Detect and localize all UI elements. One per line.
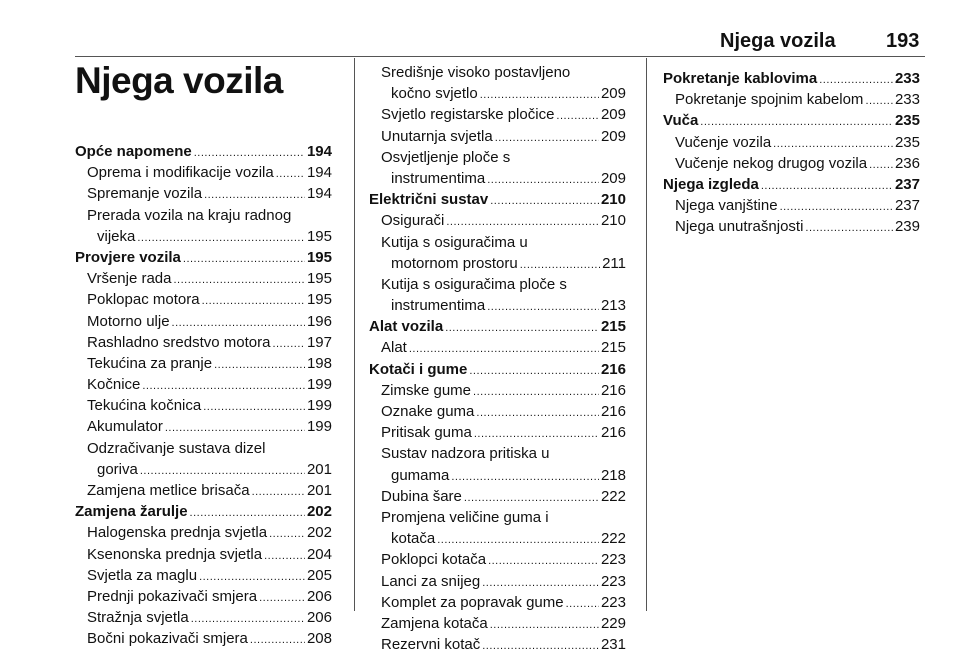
- toc-entry[interactable]: Ksenonska prednja svjetla ..... 204: [75, 544, 332, 565]
- toc-entry[interactable]: Rashladno sredstvo motora ..... 197: [75, 332, 332, 353]
- toc-section[interactable]: Provjere vozila ..... 195: [75, 247, 332, 268]
- toc-entry[interactable]: Kočnice ..... 199: [75, 374, 332, 395]
- toc-entry[interactable]: Lanci za snijeg ..... 223: [369, 571, 626, 592]
- toc-entry[interactable]: Svjetlo registarske pločice ..... 209: [369, 104, 626, 125]
- toc-entry-line[interactable]: Osvjetljenje ploče s: [381, 148, 511, 166]
- toc-entry[interactable]: Poklopac motora ..... 195: [75, 289, 332, 310]
- toc-entry[interactable]: Zimske gume ..... 216: [369, 380, 626, 401]
- toc-entry[interactable]: Dubina šare ..... 222: [369, 486, 626, 507]
- toc-entry[interactable]: Rezervni kotač ..... 231: [369, 634, 626, 655]
- toc-section[interactable]: Pokretanje kablovima ..... 233: [663, 68, 920, 89]
- toc-entry[interactable]: Svjetla za maglu ..... 205: [75, 565, 332, 586]
- column-divider: [646, 58, 647, 611]
- toc-entry[interactable]: Akumulator ..... 199: [75, 416, 332, 437]
- toc-entry[interactable]: goriva ..... 201: [75, 459, 332, 480]
- toc-entry-line[interactable]: Kutija s osiguračima u: [381, 233, 528, 251]
- toc-column-2: [369, 62, 626, 655]
- toc-entry[interactable]: Poklopci kotača ..... 223: [369, 549, 626, 570]
- toc-section[interactable]: Alat vozila ..... 215: [369, 316, 626, 337]
- toc-entry[interactable]: Pokretanje spojnim kabelom ..... 233: [663, 89, 920, 110]
- toc-entry[interactable]: Vršenje rada ..... 195: [75, 268, 332, 289]
- toc-section[interactable]: Električni sustav ..... 210: [369, 189, 626, 210]
- toc-section[interactable]: Zamjena žarulje ..... 202: [75, 501, 332, 522]
- toc-section[interactable]: Kotači i gume ..... 216: [369, 359, 626, 380]
- toc-entry-line[interactable]: Sustav nadzora pritiska u: [381, 445, 550, 463]
- toc-entry[interactable]: Oznake guma ..... 216: [369, 401, 626, 422]
- toc-entry[interactable]: Zamjena kotača ..... 229: [369, 613, 626, 634]
- toc-column-1: [75, 141, 332, 650]
- toc-entry[interactable]: Halogenska prednja svjetla ..... 202: [75, 522, 332, 543]
- toc-entry-line[interactable]: Promjena veličine guma i: [381, 508, 549, 526]
- page-title: Njega vozila: [75, 60, 283, 101]
- toc-entry[interactable]: Unutarnja svjetla ..... 209: [369, 126, 626, 147]
- toc-entry-line[interactable]: Odzračivanje sustava dizel: [87, 439, 266, 457]
- header-rule: [75, 56, 925, 57]
- toc-entry[interactable]: Komplet za popravak gume ..... 223: [369, 592, 626, 613]
- toc-entry[interactable]: Njega unutrašnjosti ..... 239: [663, 216, 920, 237]
- toc-entry[interactable]: Zamjena metlice brisača ..... 201: [75, 480, 332, 501]
- toc-entry[interactable]: instrumentima ..... 209: [369, 168, 626, 189]
- toc-entry[interactable]: kotača ..... 222: [369, 528, 626, 549]
- toc-column-3: [663, 68, 920, 238]
- toc-entry[interactable]: Spremanje vozila ..... 194: [75, 183, 332, 204]
- toc-entry[interactable]: kočno svjetlo ..... 209: [369, 83, 626, 104]
- toc-entry[interactable]: Tekućina za pranje ..... 198: [75, 353, 332, 374]
- toc-entry[interactable]: Bočni pokazivači smjera ..... 208: [75, 628, 332, 649]
- toc-entry[interactable]: Njega vanjštine ..... 237: [663, 195, 920, 216]
- toc-entry[interactable]: Prednji pokazivači smjera ..... 206: [75, 586, 332, 607]
- toc-entry[interactable]: instrumentima ..... 213: [369, 295, 626, 316]
- toc-entry[interactable]: Stražnja svjetla ..... 206: [75, 607, 332, 628]
- toc-entry-line[interactable]: Prerada vozila na kraju radnog: [87, 206, 292, 224]
- toc-entry[interactable]: Osigurači ..... 210: [369, 210, 626, 231]
- toc-entry[interactable]: vijeka ..... 195: [75, 226, 332, 247]
- toc-entry[interactable]: Motorno ulje ..... 196: [75, 311, 332, 332]
- toc-entry[interactable]: motornom prostoru ..... 211: [369, 253, 626, 274]
- toc-entry[interactable]: Oprema i modifikacije vozila ..... 194: [75, 162, 332, 183]
- toc-entry[interactable]: Vučenje vozila ..... 235: [663, 132, 920, 153]
- toc-section[interactable]: Opće napomene ..... 194: [75, 141, 332, 162]
- toc-entry[interactable]: Pritisak guma ..... 216: [369, 422, 626, 443]
- page-number: 193: [886, 30, 920, 52]
- toc-entry[interactable]: Vučenje nekog drugog vozila ..... 236: [663, 153, 920, 174]
- toc-entry-line[interactable]: Kutija s osiguračima ploče s: [381, 275, 567, 293]
- running-head-title: Njega vozila: [720, 30, 836, 52]
- toc-section[interactable]: Njega izgleda ..... 237: [663, 174, 920, 195]
- running-head: [0, 30, 960, 56]
- toc-entry-line[interactable]: Središnje visoko postavljeno: [381, 64, 571, 81]
- column-divider: [354, 58, 355, 611]
- toc-entry[interactable]: Alat ..... 215: [369, 337, 626, 358]
- toc-entry[interactable]: Tekućina kočnica ..... 199: [75, 395, 332, 416]
- toc-entry[interactable]: gumama ..... 218: [369, 465, 626, 486]
- toc-section[interactable]: Vuča ..... 235: [663, 110, 920, 131]
